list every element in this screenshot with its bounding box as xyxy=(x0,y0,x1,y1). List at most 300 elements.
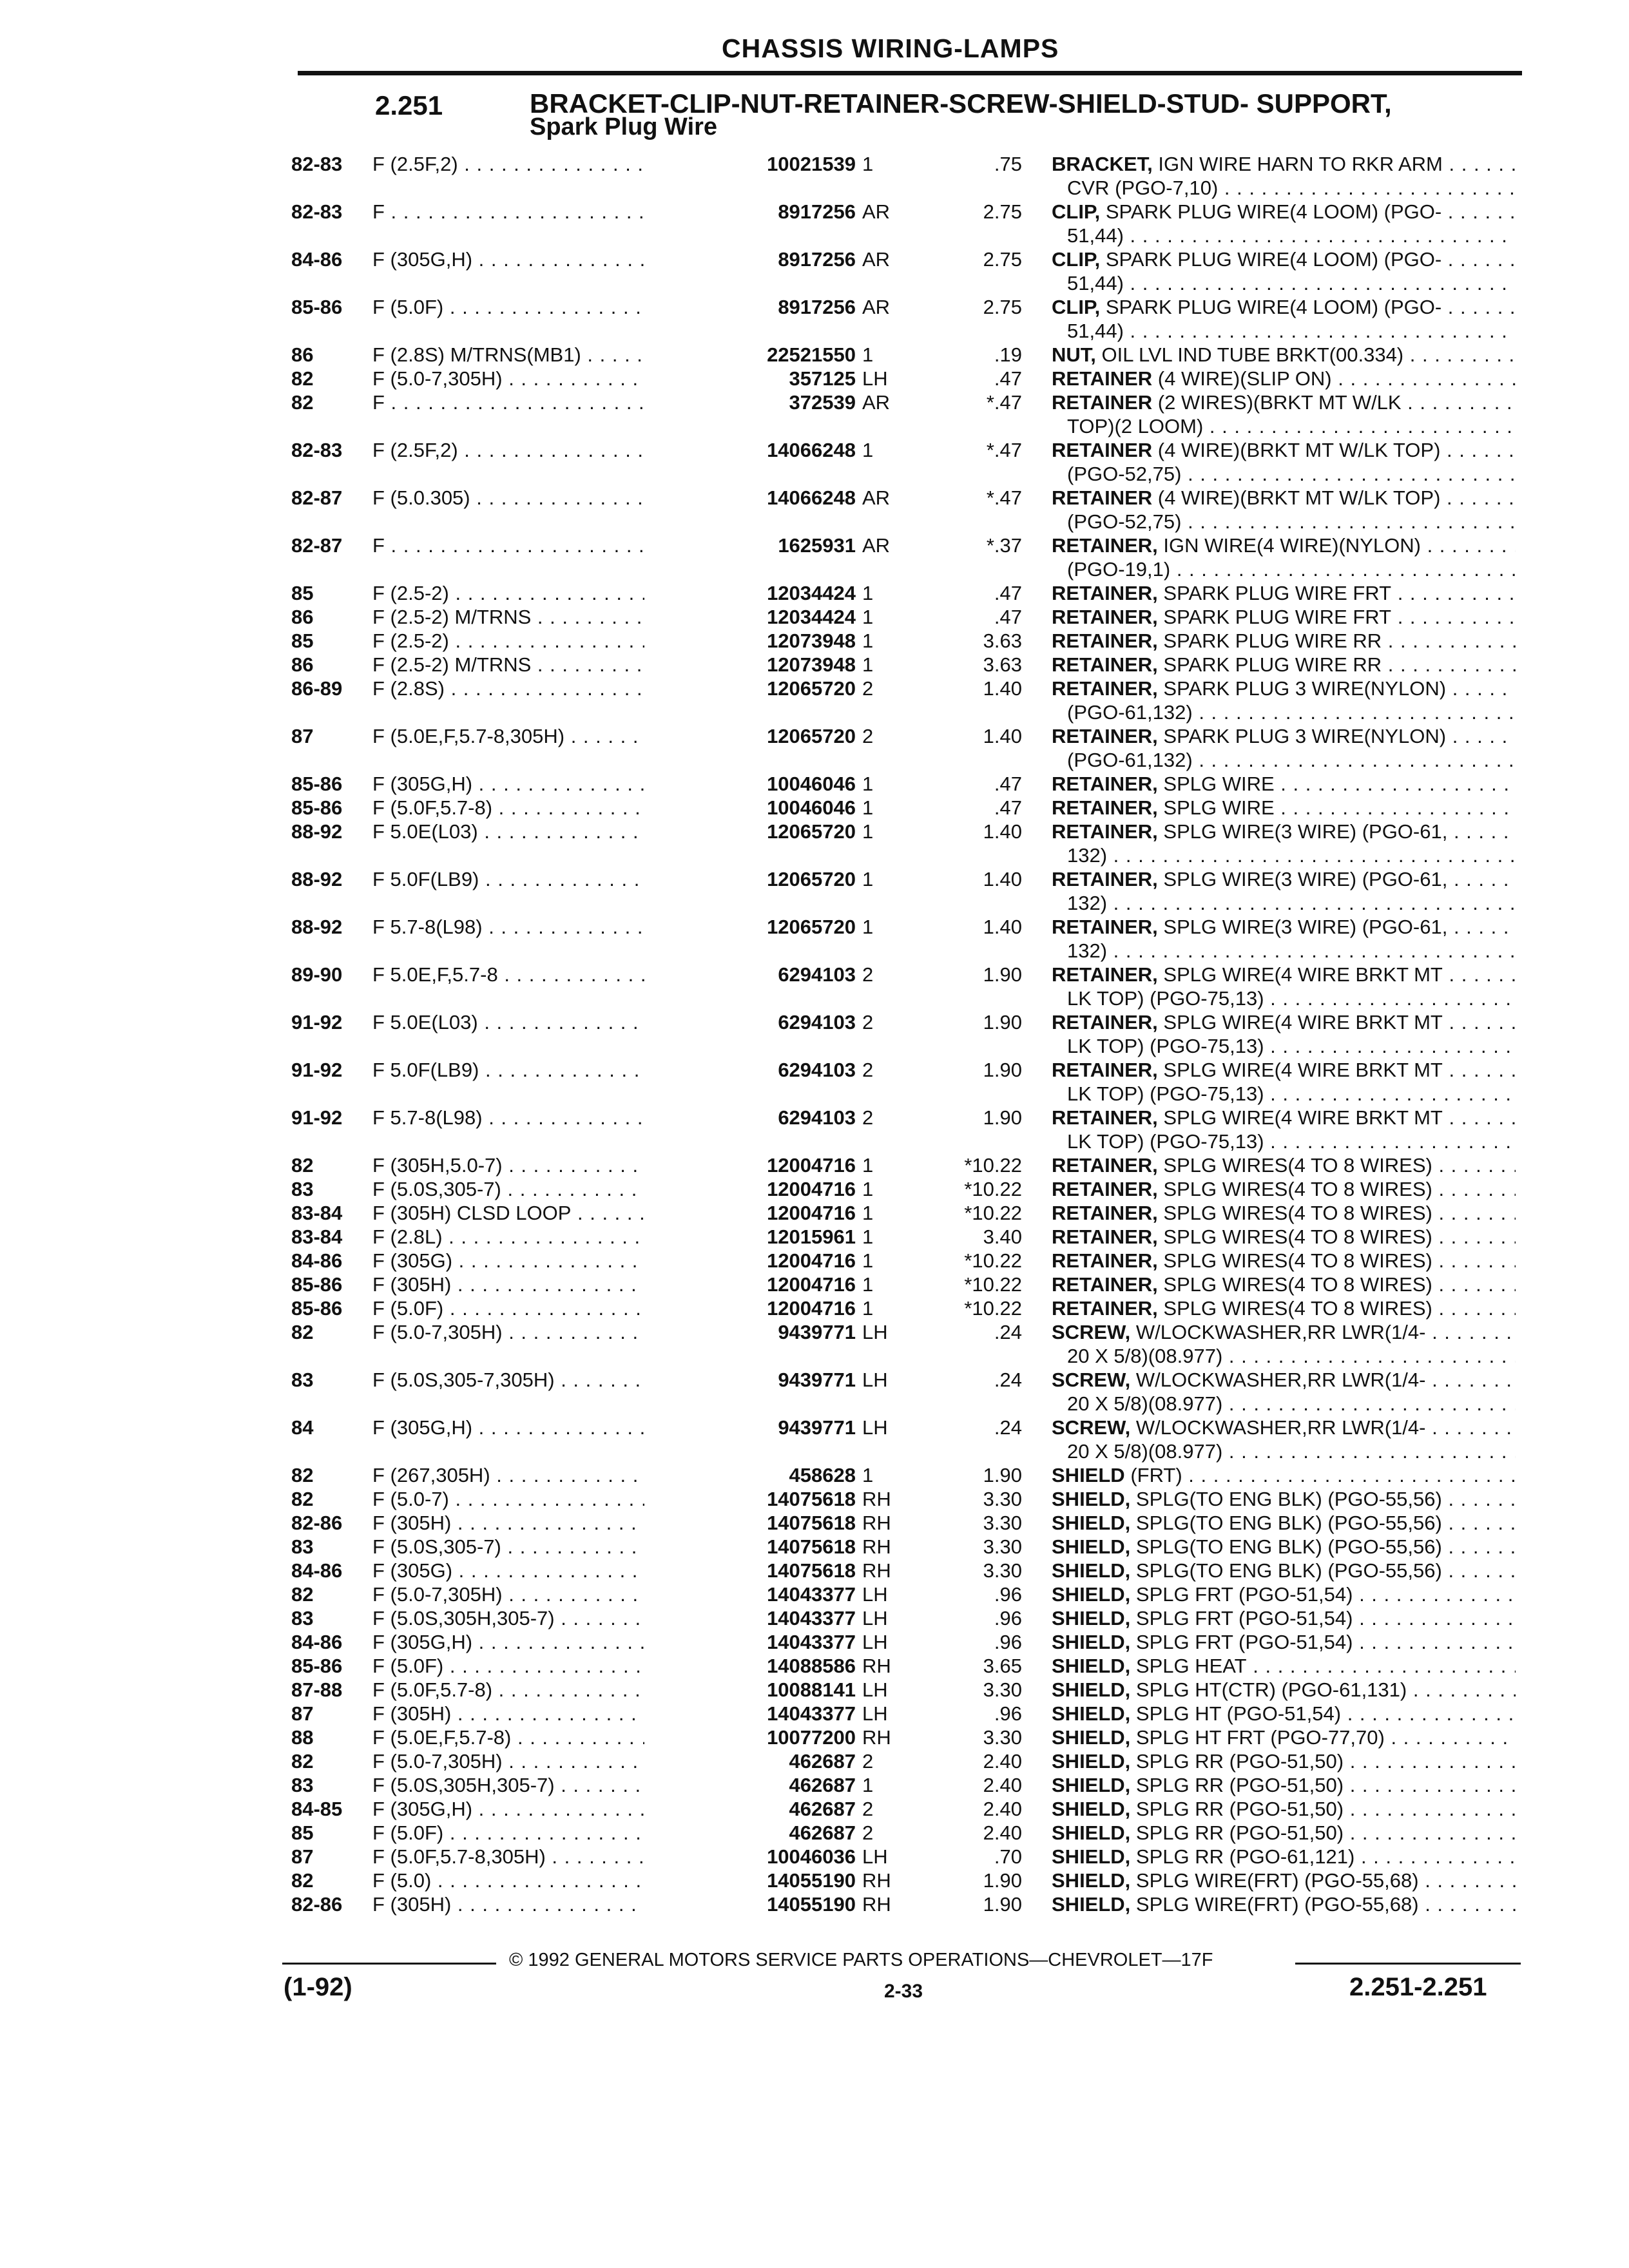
row-part-number: 8917256 xyxy=(644,200,856,224)
row-year: 85-86 xyxy=(291,1655,343,1677)
row-year: 82 xyxy=(291,1750,314,1773)
row-description xyxy=(1052,295,1516,319)
row-application: F (5.0F,5.7-8) . . . xyxy=(372,1678,720,1702)
row-part-name: RETAINER xyxy=(1052,486,1153,509)
row-quantity: RH xyxy=(862,1488,891,1510)
row-part-name: SCREW, xyxy=(1052,1369,1131,1391)
row-quantity: 2 xyxy=(862,677,874,700)
row-description-continued: 132) . . . xyxy=(1067,891,1516,915)
row-part-number: 12065720 xyxy=(644,724,856,748)
row-part-number: 458628 xyxy=(644,1463,856,1487)
footer-rule-right xyxy=(1295,1963,1521,1965)
row-part-number: 14066248 xyxy=(644,486,856,510)
row-part-number: 12004716 xyxy=(644,1153,856,1177)
row-description-text: W/LOCKWASHER,RR LWR(1/4- xyxy=(1135,1369,1426,1391)
row-year: 84-86 xyxy=(291,1559,343,1582)
row-price: 3.30 xyxy=(983,1559,1022,1582)
row-price: .24 xyxy=(994,1416,1022,1439)
section-subtitle: Spark Plug Wire xyxy=(530,113,718,140)
row-part-name: RETAINER, xyxy=(1052,653,1158,676)
row-description xyxy=(1052,1749,1516,1773)
row-part-number: 12004716 xyxy=(644,1296,856,1320)
row-year: 89-90 xyxy=(291,963,343,986)
row-description-continued: 20 X 5/8)(08.977) . . . xyxy=(1067,1392,1516,1416)
row-price: 1.40 xyxy=(983,725,1022,747)
row-description xyxy=(1052,581,1516,605)
row-part-name: RETAINER, xyxy=(1052,1249,1158,1272)
row-year: 87 xyxy=(291,725,314,747)
row-application: F (305H,5.0-7) . . . xyxy=(372,1153,720,1177)
row-part-name: CLIP, xyxy=(1052,296,1101,318)
row-description-text: IGN WIRE(4 WIRE)(NYLON) xyxy=(1163,534,1421,557)
row-description xyxy=(1052,1654,1516,1678)
row-description xyxy=(1052,1010,1516,1034)
row-price: .47 xyxy=(994,367,1022,390)
row-description-text: SPARK PLUG WIRE RR xyxy=(1163,653,1382,676)
row-description-text: SPLG WIRE(FRT) (PGO-55,68) xyxy=(1135,1893,1419,1916)
row-application: F (267,305H) . . . xyxy=(372,1463,720,1487)
row-application: F (5.0S,305H,305-7) . . . xyxy=(372,1773,720,1797)
row-year: 83 xyxy=(291,1178,314,1200)
row-description xyxy=(1052,963,1516,986)
row-quantity: 1 xyxy=(862,153,874,175)
row-description-text: SPLG WIRE(4 WIRE BRKT MT xyxy=(1163,1059,1443,1081)
row-part-number: 12073948 xyxy=(644,653,856,677)
row-year: 84-86 xyxy=(291,1249,343,1272)
row-application: F 5.0F(LB9) . . . xyxy=(372,1058,720,1082)
row-description-text: SPLG WIRES(4 TO 8 WIRES) xyxy=(1163,1249,1432,1272)
row-price: .24 xyxy=(994,1369,1022,1391)
row-description-continued: (PGO-61,132) . . . xyxy=(1067,748,1516,772)
row-year: 85-86 xyxy=(291,796,343,819)
row-description xyxy=(1052,653,1516,677)
row-description-continued: LK TOP) (PGO-75,13) . . . xyxy=(1067,1082,1516,1106)
row-year: 85-86 xyxy=(291,1297,343,1320)
row-price: .96 xyxy=(994,1583,1022,1606)
row-description-text: SPLG WIRE(FRT) (PGO-55,68) xyxy=(1135,1869,1419,1892)
row-description-text: SPLG HT (PGO-51,54) xyxy=(1135,1702,1342,1725)
row-year: 86 xyxy=(291,343,314,366)
row-description-text: IGN WIRE HARN TO RKR ARM xyxy=(1158,153,1443,175)
row-part-name: SHIELD, xyxy=(1052,1559,1131,1582)
row-description xyxy=(1052,1463,1516,1487)
row-description xyxy=(1052,247,1516,271)
row-part-number: 14043377 xyxy=(644,1630,856,1654)
row-application: F 5.7-8(L98) . . . xyxy=(372,1106,720,1129)
row-price: 1.90 xyxy=(983,963,1022,986)
row-quantity: 1 xyxy=(862,820,874,843)
page-header-title: CHASSIS WIRING-LAMPS xyxy=(722,34,1059,63)
row-part-name: SHIELD, xyxy=(1052,1607,1131,1629)
row-part-number: 12065720 xyxy=(644,677,856,700)
row-application: F (305G) . . . xyxy=(372,1249,720,1273)
row-part-number: 12034424 xyxy=(644,581,856,605)
row-description-text: SPARK PLUG WIRE FRT xyxy=(1163,582,1392,604)
section-number: 2.251 xyxy=(375,90,443,120)
row-description xyxy=(1052,1559,1516,1582)
row-application: F (5.0-7,305H) . . . xyxy=(372,1320,720,1344)
row-description-text: SPLG(TO ENG BLK) (PGO-55,56) xyxy=(1135,1559,1442,1582)
row-part-name: SCREW, xyxy=(1052,1321,1131,1343)
row-part-number: 14088586 xyxy=(644,1654,856,1678)
row-year: 82 xyxy=(291,367,314,390)
row-part-number: 12034424 xyxy=(644,605,856,629)
row-part-number: 14066248 xyxy=(644,438,856,462)
row-quantity: 1 xyxy=(862,582,874,604)
row-application: F (5.0E,F,5.7-8) . . . xyxy=(372,1725,720,1749)
row-part-name: RETAINER, xyxy=(1052,916,1158,938)
row-part-name: RETAINER, xyxy=(1052,1106,1158,1129)
row-price: .96 xyxy=(994,1607,1022,1629)
row-application: F (5.0F) . . . xyxy=(372,1296,720,1320)
row-part-name: RETAINER, xyxy=(1052,1273,1158,1296)
row-part-name: RETAINER, xyxy=(1052,1059,1158,1081)
row-description-continued: (PGO-61,132) . . . xyxy=(1067,700,1516,724)
row-price: 3.63 xyxy=(983,653,1022,676)
row-application: F (305G,H) . . . xyxy=(372,247,720,271)
row-part-number: 14075618 xyxy=(644,1559,856,1582)
row-description-text: SPLG(TO ENG BLK) (PGO-55,56) xyxy=(1135,1535,1442,1558)
row-part-number: 14043377 xyxy=(644,1702,856,1725)
row-part-name: SHIELD, xyxy=(1052,1655,1131,1677)
row-part-number: 12065720 xyxy=(644,820,856,843)
row-description-text: SPLG FRT (PGO-51,54) xyxy=(1135,1631,1353,1653)
footer-rule-left xyxy=(282,1963,496,1965)
row-description xyxy=(1052,1225,1516,1249)
row-year: 85 xyxy=(291,1821,314,1844)
row-application: F (2.5-2) M/TRNS . . . xyxy=(372,653,720,677)
row-year: 82-86 xyxy=(291,1893,343,1916)
row-price: *10.22 xyxy=(964,1202,1022,1224)
row-part-number: 14055190 xyxy=(644,1869,856,1892)
row-part-name: SHIELD xyxy=(1052,1464,1125,1486)
row-part-number: 14075618 xyxy=(644,1535,856,1559)
row-price: 1.90 xyxy=(983,1106,1022,1129)
row-part-name: RETAINER, xyxy=(1052,629,1158,652)
row-part-name: RETAINER, xyxy=(1052,1225,1158,1248)
row-year: 83-84 xyxy=(291,1225,343,1248)
row-quantity: LH xyxy=(862,1369,888,1391)
row-description xyxy=(1052,343,1516,367)
row-description-continued: 51,44) . . . xyxy=(1067,271,1516,295)
row-quantity: 2 xyxy=(862,963,874,986)
row-year: 86 xyxy=(291,653,314,676)
row-price: *10.22 xyxy=(964,1178,1022,1200)
row-year: 91-92 xyxy=(291,1106,343,1129)
row-application: F (5.0-7,305H) . . . xyxy=(372,1582,720,1606)
row-price: 1.90 xyxy=(983,1869,1022,1892)
row-year: 88-92 xyxy=(291,820,343,843)
row-year: 82-87 xyxy=(291,534,343,557)
row-description-text: SPARK PLUG WIRE(4 LOOM) (PGO- xyxy=(1105,248,1442,271)
row-quantity: 2 xyxy=(862,1798,874,1820)
row-description xyxy=(1052,724,1516,748)
row-application: F (5.0F) . . . xyxy=(372,1821,720,1845)
row-description-text: SPLG WIRE(3 WIRE) (PGO-61, xyxy=(1163,868,1448,890)
row-application: F (5.0F) . . . xyxy=(372,1654,720,1678)
row-part-number: 9439771 xyxy=(644,1368,856,1392)
row-description-text: SPARK PLUG WIRE(4 LOOM) (PGO- xyxy=(1105,200,1442,223)
row-part-name: RETAINER, xyxy=(1052,677,1158,700)
row-application: F 5.0E,F,5.7-8 . . . xyxy=(372,963,720,986)
row-part-number: 10046046 xyxy=(644,796,856,820)
row-quantity: LH xyxy=(862,1845,888,1868)
row-application: F (5.0F,5.7-8) . . . xyxy=(372,796,720,820)
row-description xyxy=(1052,1416,1516,1439)
row-year: 91-92 xyxy=(291,1011,343,1033)
row-year: 91-92 xyxy=(291,1059,343,1081)
row-quantity: 1 xyxy=(862,629,874,652)
row-description-text: OIL LVL IND TUBE BRKT(00.334) xyxy=(1101,343,1404,366)
row-application: F (5.0) . . . xyxy=(372,1869,720,1892)
row-part-number: 6294103 xyxy=(644,1106,856,1129)
row-price: .75 xyxy=(994,153,1022,175)
row-price: .24 xyxy=(994,1321,1022,1343)
row-price: 2.75 xyxy=(983,296,1022,318)
row-application: F (5.0F,5.7-8,305H) . . . xyxy=(372,1845,720,1869)
row-price: 2.75 xyxy=(983,200,1022,223)
row-part-number: 10046046 xyxy=(644,772,856,796)
row-part-number: 462687 xyxy=(644,1773,856,1797)
row-part-name: SHIELD, xyxy=(1052,1702,1131,1725)
row-description-continued: (PGO-52,75) . . . xyxy=(1067,510,1516,533)
row-description-text: SPLG HEAT xyxy=(1135,1655,1247,1677)
row-description-text: SPLG WIRES(4 TO 8 WIRES) xyxy=(1163,1202,1432,1224)
row-quantity: RH xyxy=(862,1512,891,1534)
row-description xyxy=(1052,1058,1516,1082)
row-description xyxy=(1052,1845,1516,1869)
row-description xyxy=(1052,1106,1516,1129)
row-price: .47 xyxy=(994,606,1022,628)
row-description-continued: (PGO-52,75) . . . xyxy=(1067,462,1516,486)
row-year: 88-92 xyxy=(291,916,343,938)
row-quantity: 1 xyxy=(862,653,874,676)
row-price: 1.40 xyxy=(983,677,1022,700)
row-description-text: SPLG WIRES(4 TO 8 WIRES) xyxy=(1163,1154,1432,1177)
row-application: F (5.0-7,305H) . . . xyxy=(372,367,720,390)
row-description xyxy=(1052,1487,1516,1511)
row-price: 3.30 xyxy=(983,1488,1022,1510)
row-part-name: RETAINER, xyxy=(1052,868,1158,890)
row-part-name: RETAINER, xyxy=(1052,796,1158,819)
row-description xyxy=(1052,867,1516,891)
row-price: 3.30 xyxy=(983,1535,1022,1558)
row-description-text: SPARK PLUG WIRE RR xyxy=(1163,629,1382,652)
row-description xyxy=(1052,772,1516,796)
row-description xyxy=(1052,1153,1516,1177)
row-part-number: 9439771 xyxy=(644,1320,856,1344)
row-year: 82-83 xyxy=(291,153,343,175)
row-description-text: W/LOCKWASHER,RR LWR(1/4- xyxy=(1135,1321,1426,1343)
row-part-name: RETAINER, xyxy=(1052,1154,1158,1177)
row-year: 86-89 xyxy=(291,677,343,700)
row-description-continued: 132) . . . xyxy=(1067,939,1516,963)
row-price: *10.22 xyxy=(964,1154,1022,1177)
row-part-name: RETAINER, xyxy=(1052,773,1158,795)
row-part-number: 6294103 xyxy=(644,1058,856,1082)
row-description-continued: 20 X 5/8)(08.977) . . . xyxy=(1067,1344,1516,1368)
row-description-text: (4 WIRE)(BRKT MT W/LK TOP) xyxy=(1157,486,1441,509)
row-year: 85 xyxy=(291,629,314,652)
row-quantity: LH xyxy=(862,1607,888,1629)
row-application: F (305G,H) . . . xyxy=(372,1416,720,1439)
row-description-continued: CVR (PGO-7,10) . . . xyxy=(1067,176,1516,200)
row-part-number: 10021539 xyxy=(644,152,856,176)
row-part-name: RETAINER, xyxy=(1052,582,1158,604)
row-year: 84 xyxy=(291,1416,314,1439)
row-quantity: 1 xyxy=(862,1774,874,1796)
row-year: 83 xyxy=(291,1774,314,1796)
row-application: F 5.0E(L03) . . . xyxy=(372,1010,720,1034)
row-part-name: SHIELD, xyxy=(1052,1726,1131,1749)
row-part-number: 12065720 xyxy=(644,867,856,891)
row-part-name: SHIELD, xyxy=(1052,1845,1131,1868)
row-quantity: 1 xyxy=(862,343,874,366)
row-description xyxy=(1052,1797,1516,1821)
row-year: 82 xyxy=(291,1321,314,1343)
row-part-name: SHIELD, xyxy=(1052,1631,1131,1653)
row-quantity: RH xyxy=(862,1535,891,1558)
row-description-text: SPLG HT(CTR) (PGO-61,131) xyxy=(1135,1678,1407,1701)
row-description-text: SPLG WIRE xyxy=(1163,796,1275,819)
row-price: 3.30 xyxy=(983,1678,1022,1701)
row-price: 3.30 xyxy=(983,1512,1022,1534)
row-part-name: CLIP, xyxy=(1052,200,1101,223)
row-application: F (5.0S,305-7,305H) . . . xyxy=(372,1368,720,1392)
row-application: F . . . xyxy=(372,200,720,224)
row-quantity: 2 xyxy=(862,1106,874,1129)
row-description xyxy=(1052,438,1516,462)
row-description xyxy=(1052,1582,1516,1606)
row-year: 83-84 xyxy=(291,1202,343,1224)
row-quantity: LH xyxy=(862,1416,888,1439)
row-price: 1.40 xyxy=(983,916,1022,938)
row-quantity: 1 xyxy=(862,1249,874,1272)
row-price: 3.30 xyxy=(983,1726,1022,1749)
row-description-text: SPARK PLUG 3 WIRE(NYLON) xyxy=(1163,725,1447,747)
row-description-text: SPARK PLUG 3 WIRE(NYLON) xyxy=(1163,677,1447,700)
row-year: 87 xyxy=(291,1702,314,1725)
row-application: F (305H) . . . xyxy=(372,1273,720,1296)
row-description xyxy=(1052,1678,1516,1702)
row-quantity: 2 xyxy=(862,1059,874,1081)
row-application: F (2.5-2) M/TRNS . . . xyxy=(372,605,720,629)
row-description-text: (2 WIRES)(BRKT MT W/LK xyxy=(1157,391,1402,414)
row-application: F (5.0F) . . . xyxy=(372,295,720,319)
row-description xyxy=(1052,1201,1516,1225)
row-application: F (5.0S,305H,305-7) . . . xyxy=(372,1606,720,1630)
row-description-text: SPLG WIRE(3 WIRE) (PGO-61, xyxy=(1163,916,1448,938)
row-part-name: RETAINER, xyxy=(1052,1178,1158,1200)
row-part-number: 12004716 xyxy=(644,1177,856,1201)
row-part-number: 1625931 xyxy=(644,533,856,557)
row-application: F (5.0S,305-7) . . . xyxy=(372,1535,720,1559)
row-year: 85-86 xyxy=(291,773,343,795)
row-price: 2.75 xyxy=(983,248,1022,271)
row-application: F (5.0.305) . . . xyxy=(372,486,720,510)
row-part-name: RETAINER xyxy=(1052,367,1153,390)
row-year: 82-86 xyxy=(291,1512,343,1534)
row-description-text: SPLG HT FRT (PGO-77,70) xyxy=(1135,1726,1385,1749)
row-part-name: SHIELD, xyxy=(1052,1774,1131,1796)
section-title: BRACKET-CLIP-NUT-RETAINER-SCREW-SHIELD-STUD- SUPPORT, xyxy=(530,88,1392,119)
row-application: F 5.7-8(L98) . . . xyxy=(372,915,720,939)
row-price: 3.40 xyxy=(983,1225,1022,1248)
row-year: 83 xyxy=(291,1607,314,1629)
row-part-number: 14075618 xyxy=(644,1487,856,1511)
row-year: 83 xyxy=(291,1369,314,1391)
row-part-number: 14043377 xyxy=(644,1582,856,1606)
row-application: F (2.5-2) . . . xyxy=(372,629,720,653)
row-description xyxy=(1052,1702,1516,1725)
footer-page-number: 2-33 xyxy=(884,1981,923,2002)
row-quantity: 1 xyxy=(862,1464,874,1486)
row-description-text: SPARK PLUG WIRE(4 LOOM) (PGO- xyxy=(1105,296,1442,318)
row-quantity: LH xyxy=(862,1678,888,1701)
row-price: *10.22 xyxy=(964,1273,1022,1296)
row-application: F (305G,H) . . . xyxy=(372,1630,720,1654)
row-year: 86 xyxy=(291,606,314,628)
row-price: 2.40 xyxy=(983,1821,1022,1844)
row-part-name: RETAINER, xyxy=(1052,963,1158,986)
row-year: 82-83 xyxy=(291,200,343,223)
row-part-name: RETAINER, xyxy=(1052,725,1158,747)
row-year: 82 xyxy=(291,1154,314,1177)
row-part-name: RETAINER xyxy=(1052,391,1153,414)
row-description-continued: (PGO-19,1) . . . xyxy=(1067,557,1516,581)
row-quantity: 2 xyxy=(862,1011,874,1033)
row-price: *.47 xyxy=(986,391,1022,414)
row-price: 2.40 xyxy=(983,1750,1022,1773)
row-description-text: SPLG WIRE xyxy=(1163,773,1275,795)
row-price: .70 xyxy=(994,1845,1022,1868)
row-part-number: 12004716 xyxy=(644,1273,856,1296)
row-year: 82 xyxy=(291,1488,314,1510)
row-application: F (305G) . . . xyxy=(372,1559,720,1582)
row-price: 3.63 xyxy=(983,629,1022,652)
row-description-text: SPLG(TO ENG BLK) (PGO-55,56) xyxy=(1135,1512,1442,1534)
row-application: F 5.0F(LB9) . . . xyxy=(372,867,720,891)
row-part-number: 12015961 xyxy=(644,1225,856,1249)
row-application: F (5.0E,F,5.7-8,305H) . . . xyxy=(372,724,720,748)
row-application: F (2.8S) . . . xyxy=(372,677,720,700)
row-part-number: 12004716 xyxy=(644,1201,856,1225)
row-description-text: SPLG RR (PGO-51,50) xyxy=(1135,1798,1344,1820)
row-year: 84-86 xyxy=(291,1631,343,1653)
row-quantity: 2 xyxy=(862,1750,874,1773)
row-year: 87-88 xyxy=(291,1678,343,1701)
row-part-number: 10077200 xyxy=(644,1725,856,1749)
row-description xyxy=(1052,1725,1516,1749)
row-part-number: 6294103 xyxy=(644,1010,856,1034)
row-description xyxy=(1052,1177,1516,1201)
row-description xyxy=(1052,1320,1516,1344)
row-description xyxy=(1052,1773,1516,1797)
row-price: 1.90 xyxy=(983,1059,1022,1081)
row-part-name: RETAINER, xyxy=(1052,1202,1158,1224)
row-description xyxy=(1052,533,1516,557)
row-description xyxy=(1052,1511,1516,1535)
footer-date: (1-92) xyxy=(284,1973,352,2001)
row-application: F (5.0S,305-7) . . . xyxy=(372,1177,720,1201)
row-description xyxy=(1052,1630,1516,1654)
row-application: F (305H) CLSD LOOP . . . xyxy=(372,1201,720,1225)
row-description-text: SPLG FRT (PGO-51,54) xyxy=(1135,1583,1353,1606)
row-description xyxy=(1052,1892,1516,1916)
row-description-text: SPLG WIRE(4 WIRE BRKT MT xyxy=(1163,1106,1443,1129)
row-quantity: AR xyxy=(862,248,891,271)
row-year: 83 xyxy=(291,1535,314,1558)
